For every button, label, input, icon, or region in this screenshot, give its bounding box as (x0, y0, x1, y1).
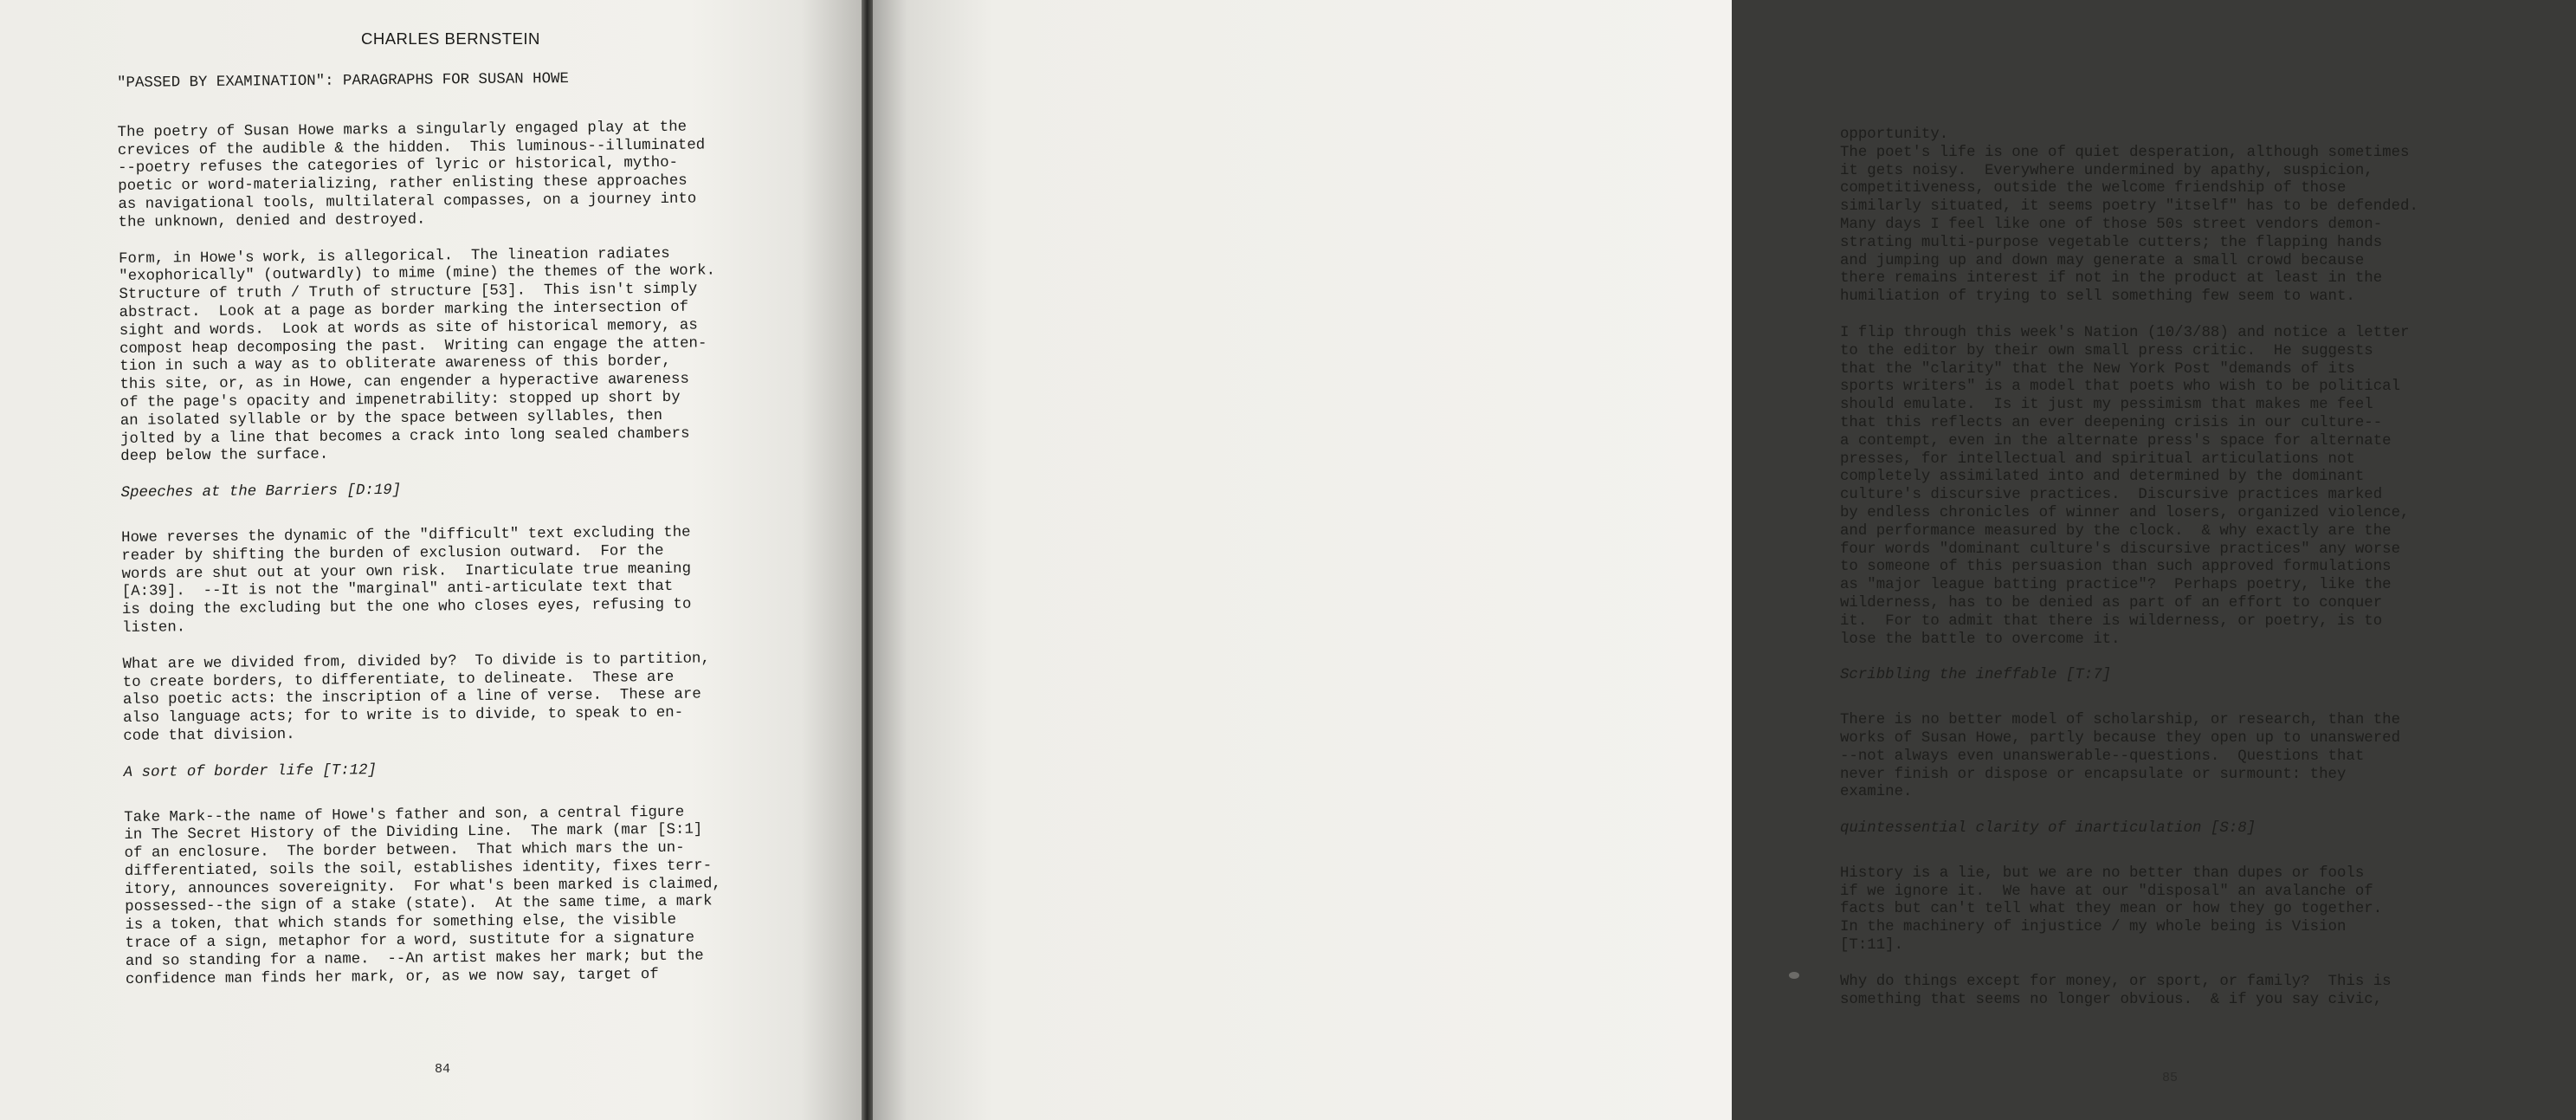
book-gutter (862, 0, 873, 1120)
page-number-right: 85 (2162, 1071, 2179, 1085)
text-line: poetic or word-materializing, rather enlisting these approaches (118, 172, 688, 196)
text-line: is doing the excluding but the one who closes eyes, refusing to (121, 596, 692, 619)
text-line: something that seems no longer obvious. & if you say civic, (1840, 991, 2383, 1008)
running-head: CHARLES BERNSTEIN (361, 29, 540, 48)
text-line: itory, announces sovereignity. For what's been marked is claimed, (124, 876, 721, 898)
text-line: the unknown, denied and destroyed. (118, 211, 426, 231)
paragraph (1840, 126, 2576, 307)
text-line: sight and words. Look at words as site of historical memory, as (119, 317, 698, 340)
paragraph (124, 802, 853, 989)
text-line: Why do things except for money, or sport, or family? This is (1840, 973, 2392, 990)
text-line: culture's discursive practices. Discursive practices marked (1840, 487, 2383, 504)
text-line: to someone of this persuasion than such approved formulations (1840, 559, 2392, 576)
text-line: Howe reverses the dynamic of the "difficult" text excluding the (121, 524, 691, 547)
text-line: in The Secret History of the Dividing Line. The mark (mar [S:1] (124, 821, 703, 845)
text-line: a contempt, even in the alternate press's space for alternate (1840, 432, 2392, 450)
left-page (0, 0, 862, 1120)
text-line: Speeches at the Barriers [D:19] (120, 482, 402, 502)
text-line: crevices of the audible & the hidden. This luminous--illuminated (117, 137, 706, 159)
page-number-left: 84 (435, 1062, 451, 1077)
text-line: also poetic acts: the inscription of a line of verse. These are (122, 686, 701, 709)
text-line: In the machinery of injustice / my whole being is Vision (1840, 919, 2347, 936)
text-line: Scribbling the ineffable [T:7] (1840, 667, 2112, 684)
text-line: There is no better model of scholarship, or research, than the (1840, 712, 2401, 729)
text-line: examine. (1840, 784, 1913, 801)
text-line: and so standing for a name. --An artist makes her mark; but the (125, 948, 704, 970)
text-line: words are shut out at your own risk. Inarticulate true meaning (121, 560, 692, 583)
paragraph (1840, 325, 2576, 649)
text-line: to create borders, to differentiate, to delineate. These are (122, 669, 675, 691)
text-line: tion in such a way as to obliterate awareness of this border, (119, 353, 671, 376)
text-line: [A:39]. --It is not the "marginal" anti-articulate text that (121, 579, 674, 601)
text-line: presses, for intellectual and spiritual articulations not (1840, 450, 2355, 468)
text-line: "exophorically" (outwardly) to mime (mine) the themes of the work. (119, 262, 716, 286)
text-line: as navigational tools, multilateral compasses, on a journey into (118, 191, 697, 213)
paragraph (1840, 974, 2576, 1010)
text-line: of an enclosure. The border between. That which mars the un- (124, 839, 685, 863)
text-line: similarly situated, it seems poetry "itself" has to be defended. (1840, 198, 2418, 216)
text-line: this site, or, as in Howe, can engender a hyperactive awareness (119, 371, 689, 394)
text-line: trace of a sign, metaphor for a word, sustitute for a signature (125, 929, 695, 953)
text-line: an isolated syllable or by the space between syllables, then (119, 407, 663, 430)
text-line: Structure of truth / Truth of structure [53]. This isn't simply (119, 281, 698, 304)
text-line: confidence man finds her mark, or, as we now say, target of (125, 966, 659, 988)
text-line: that this reflects an ever deepening crisis in our culture-- (1840, 414, 2383, 431)
text-line: Take Mark--the name of Howe's father and son, a central figure (124, 804, 685, 826)
text-line: should emulate. Is it just my pessimism that makes me feel (1840, 397, 2373, 414)
text-line: possessed--the sign of a stake (state). At the same time, a mark (125, 893, 713, 916)
text-line: The poet's life is one of quiet desperation, although sometimes (1840, 144, 2410, 161)
text-line: differentiated, soils the soil, establishes identity, fixes terr- (124, 858, 713, 880)
text-line: --not always even unanswerable--questions. Questions that (1840, 748, 2365, 765)
paragraph (118, 118, 846, 233)
text-line: listen. (122, 619, 186, 637)
text-line: works of Susan Howe, partly because they open up to unanswered (1840, 729, 2401, 747)
text-line: by endless chronicles of winner and losers, organized violence, (1840, 504, 2410, 521)
section-heading (124, 758, 851, 783)
text-line: it gets noisy. Everywhere undermined by apathy, suspicion, (1840, 162, 2373, 179)
text-line: competitiveness, outside the welcome friendship of those (1840, 180, 2347, 197)
text-line: sports writers" is a model that poets who wish to be political (1840, 379, 2401, 396)
text-line: code that division. (123, 726, 295, 745)
text-line: reader by shifting the burden of exclusion outward. For the (121, 542, 664, 565)
text-line: completely assimilated into and determined by the dominant (1840, 469, 2365, 486)
text-line: The poetry of Susan Howe marks a singularly engaged play at the (117, 119, 688, 141)
text-line: abstract. Look at a page as border marking the intersection of (119, 299, 689, 321)
paragraph (1840, 865, 2576, 955)
right-page-text (1840, 126, 2576, 1027)
left-page-body (118, 118, 854, 990)
text-line: as "major league batting practice"? Perhaps poetry, like the (1840, 577, 2392, 594)
section-heading (1840, 667, 2576, 685)
text-line: and jumping up and down may generate a small crowd because (1840, 252, 2365, 269)
text-line: opportunity. (1840, 126, 1949, 143)
text-line: never finish or dispose or encapsulate or surmount: they (1840, 766, 2347, 783)
text-line: is a token, that which stands for something else, the visible (125, 912, 677, 935)
text-line: to the editor by their own small press critic. He suggests (1840, 342, 2373, 359)
text-line: it. For to admit that there is wilderness, or poetry, is to (1840, 612, 2383, 630)
paragraph (119, 244, 848, 468)
text-line: --poetry refuses the categories of lyric or historical, mytho- (117, 155, 679, 178)
text-line: facts but can't tell what they mean or how they go together. (1840, 901, 2383, 918)
text-line: four words "dominant culture's discursive practices" any worse (1840, 541, 2401, 558)
text-line: History is a lie, but we are no better than dupes or fools (1840, 864, 2365, 882)
text-line: humiliation of trying to sell something few seem to want. (1840, 288, 2355, 306)
text-line: there remains interest if not in the product at least in the (1840, 270, 2383, 288)
text-line: jolted by a line that becomes a crack into long sealed chambers (119, 425, 690, 448)
section-heading (1840, 820, 2576, 838)
paragraph (121, 523, 849, 638)
paragraph (1840, 712, 2576, 802)
text-line: [T:11]. (1840, 937, 1904, 955)
text-line: strating multi-purpose vegetable cutters; the flapping hands (1840, 234, 2383, 251)
text-line: A sort of border life [T:12] (123, 761, 378, 781)
paragraph (122, 650, 850, 747)
text-line: and performance measured by the clock. & why exactly are the (1840, 522, 2392, 540)
text-line: of the page's opacity and impenetrability: stopped up short by (119, 389, 681, 411)
text-line: wilderness, has to be denied as part of an effort to conquer (1840, 594, 2383, 612)
right-page-body (1840, 126, 2576, 1009)
text-line: compost heap decomposing the past. Writing can engage the atten- (119, 335, 707, 358)
section-heading (121, 478, 849, 503)
essay-title: "PASSED BY EXAMINATION": PARAGRAPHS FOR SUSAN HOWE (117, 70, 569, 92)
text-line: that the "clarity" that the New York Post "demands of its (1840, 360, 2355, 378)
text-line: also language acts; for to write is to divide, to speak to en- (123, 704, 684, 728)
left-page-text (117, 68, 853, 1007)
text-line: Form, in Howe's work, is allegorical. The lineation radiates (118, 245, 670, 268)
text-line: Many days I feel like one of those 50s street vendors demon- (1840, 216, 2383, 233)
text-line: I flip through this week's Nation (10/3/88) and notice a letter (1840, 324, 2410, 341)
text-line: if we ignore it. We have at our "disposal" an avalanche of (1840, 883, 2373, 900)
text-line: quintessential clarity of inarticulation [S:8] (1840, 820, 2256, 838)
text-line: lose the battle to overcome it. (1840, 631, 2121, 648)
ink-smudge (1789, 972, 1799, 979)
text-line: deep below the surface. (120, 447, 329, 466)
text-line: What are we divided from, divided by? To divide is to partition, (122, 651, 710, 673)
right-page (873, 0, 2418, 1120)
